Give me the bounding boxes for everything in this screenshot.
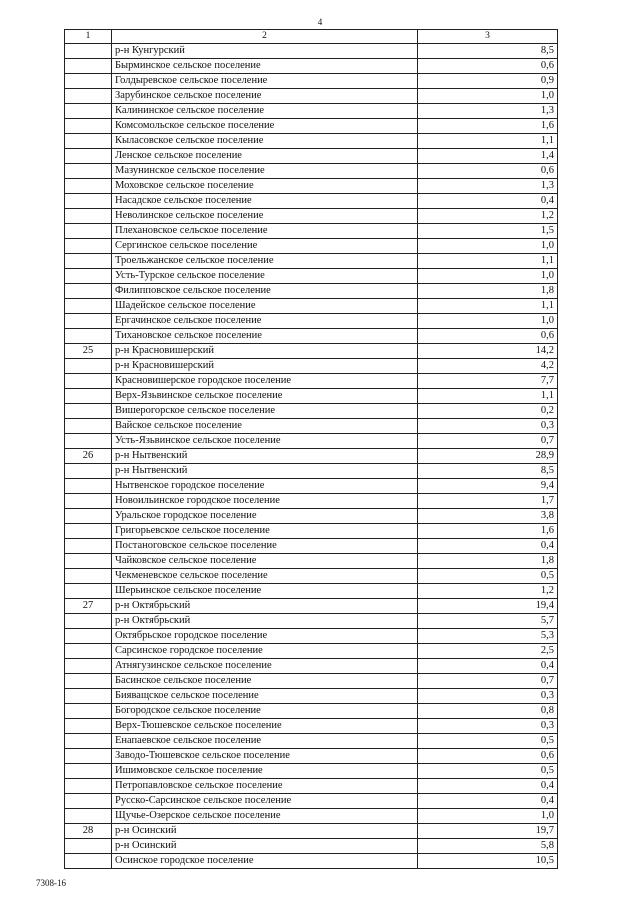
row-value-cell: 1,0: [418, 809, 558, 824]
table-row: [65, 44, 558, 59]
table-row: [65, 389, 558, 404]
row-name-cell: Чайковское сельское поселение: [112, 554, 418, 569]
row-value-cell: 19,4: [418, 599, 558, 614]
row-value-cell: 1,0: [418, 269, 558, 284]
row-value-cell: 1,1: [418, 299, 558, 314]
row-name-cell: р-н Красновишерский: [112, 344, 418, 359]
row-number-cell: [65, 284, 112, 299]
table-row: [65, 194, 558, 209]
row-name-cell: Филипповское сельское поселение: [112, 284, 418, 299]
row-name-cell: Русско-Сарсинское сельское поселение: [112, 794, 418, 809]
row-number-cell: [65, 164, 112, 179]
row-number-cell: [65, 464, 112, 479]
row-name-cell: Вайское сельское поселение: [112, 419, 418, 434]
table-row: [65, 554, 558, 569]
row-number-cell: [65, 404, 112, 419]
row-name-cell: Басинское сельское поселение: [112, 674, 418, 689]
table-row: [65, 59, 558, 74]
table-row: [65, 419, 558, 434]
row-number-cell: [65, 44, 112, 59]
row-value-cell: 0,6: [418, 59, 558, 74]
table-row: [65, 794, 558, 809]
row-value-cell: 7,7: [418, 374, 558, 389]
row-number-cell: [65, 509, 112, 524]
row-value-cell: 8,5: [418, 464, 558, 479]
row-number-cell: [65, 749, 112, 764]
row-value-cell: 1,6: [418, 524, 558, 539]
row-number-cell: [65, 239, 112, 254]
row-name-cell: Ишимовское сельское поселение: [112, 764, 418, 779]
row-value-cell: 19,7: [418, 824, 558, 839]
table-row: [65, 479, 558, 494]
row-value-cell: 0,4: [418, 539, 558, 554]
row-value-cell: 0,4: [418, 779, 558, 794]
table-row: [65, 524, 558, 539]
page-number: 4: [317, 17, 323, 27]
row-number-cell: [65, 719, 112, 734]
row-value-cell: 0,4: [418, 659, 558, 674]
row-value-cell: 1,7: [418, 494, 558, 509]
row-value-cell: 1,3: [418, 179, 558, 194]
table-row: [65, 224, 558, 239]
table-row: [65, 509, 558, 524]
row-number-cell: [65, 809, 112, 824]
row-value-cell: 1,8: [418, 284, 558, 299]
row-number-cell: [65, 104, 112, 119]
row-value-cell: 1,3: [418, 104, 558, 119]
row-name-cell: р-н Осинский: [112, 824, 418, 839]
row-value-cell: 8,5: [418, 44, 558, 59]
row-value-cell: 1,0: [418, 314, 558, 329]
row-name-cell: Чекменевское сельское поселение: [112, 569, 418, 584]
row-name-cell: Красновишерское городское поселение: [112, 374, 418, 389]
row-number-cell: [65, 659, 112, 674]
table-row: [65, 89, 558, 104]
table-row: [65, 614, 558, 629]
row-name-cell: Ергачинское сельское поселение: [112, 314, 418, 329]
row-name-cell: Ленское сельское поселение: [112, 149, 418, 164]
table-row: [65, 209, 558, 224]
row-number-cell: [65, 674, 112, 689]
table-row: [65, 149, 558, 164]
row-name-cell: Сарсинское городское поселение: [112, 644, 418, 659]
row-number-cell: [65, 209, 112, 224]
row-value-cell: 0,3: [418, 689, 558, 704]
row-number-cell: [65, 839, 112, 854]
row-value-cell: 1,1: [418, 134, 558, 149]
table-row: [65, 629, 558, 644]
table-row: [65, 284, 558, 299]
table-row: [65, 179, 558, 194]
table-row: [65, 134, 558, 149]
table-row: [65, 449, 558, 464]
table-row: [65, 824, 558, 839]
row-value-cell: 0,9: [418, 74, 558, 89]
row-name-cell: р-н Нытвенский: [112, 464, 418, 479]
table-header-row: [65, 30, 558, 44]
row-name-cell: Тихановское сельское поселение: [112, 329, 418, 344]
table-row: [65, 644, 558, 659]
row-value-cell: 0,2: [418, 404, 558, 419]
row-number-cell: [65, 59, 112, 74]
row-value-cell: 0,5: [418, 569, 558, 584]
row-name-cell: р-н Октябрьский: [112, 614, 418, 629]
row-number-cell: [65, 524, 112, 539]
table-row: [65, 659, 558, 674]
table-row: [65, 719, 558, 734]
row-name-cell: р-н Нытвенский: [112, 449, 418, 464]
row-value-cell: 0,6: [418, 329, 558, 344]
table-row: [65, 494, 558, 509]
row-number-cell: [65, 119, 112, 134]
row-name-cell: Мазунинское сельское поселение: [112, 164, 418, 179]
row-number-cell: [65, 554, 112, 569]
row-value-cell: 0,6: [418, 164, 558, 179]
row-name-cell: Григорьевское сельское поселение: [112, 524, 418, 539]
table-row: [65, 809, 558, 824]
row-number-cell: [65, 779, 112, 794]
table-row: [65, 239, 558, 254]
row-name-cell: Осинское городское поселение: [112, 854, 418, 869]
row-value-cell: 5,8: [418, 839, 558, 854]
table-row: [65, 269, 558, 284]
row-value-cell: 5,7: [418, 614, 558, 629]
row-value-cell: 1,4: [418, 149, 558, 164]
row-name-cell: Атнягузинское сельское поселение: [112, 659, 418, 674]
row-name-cell: Уральское городское поселение: [112, 509, 418, 524]
row-name-cell: р-н Кунгурский: [112, 44, 418, 59]
row-name-cell: Верх-Тюшевское сельское поселение: [112, 719, 418, 734]
table-row: [65, 344, 558, 359]
row-value-cell: 0,3: [418, 719, 558, 734]
row-value-cell: 1,8: [418, 554, 558, 569]
row-name-cell: Петропавловское сельское поселение: [112, 779, 418, 794]
row-name-cell: Неволинское сельское поселение: [112, 209, 418, 224]
row-value-cell: 5,3: [418, 629, 558, 644]
column-header-1: 1: [65, 30, 112, 44]
row-value-cell: 14,2: [418, 344, 558, 359]
row-number-cell: [65, 389, 112, 404]
row-name-cell: Богородское сельское поселение: [112, 704, 418, 719]
row-name-cell: Комсомольское сельское поселение: [112, 119, 418, 134]
row-value-cell: 4,2: [418, 359, 558, 374]
row-value-cell: 0,4: [418, 194, 558, 209]
row-number-cell: 27: [65, 599, 112, 614]
row-name-cell: Кыласовское сельское поселение: [112, 134, 418, 149]
row-name-cell: Бырминское сельское поселение: [112, 59, 418, 74]
row-name-cell: Шадейское сельское поселение: [112, 299, 418, 314]
row-number-cell: [65, 329, 112, 344]
table-row: [65, 299, 558, 314]
row-number-cell: [65, 74, 112, 89]
allocation-table: [64, 29, 558, 869]
row-number-cell: 26: [65, 449, 112, 464]
row-number-cell: [65, 734, 112, 749]
row-value-cell: 0,7: [418, 674, 558, 689]
row-number-cell: [65, 584, 112, 599]
row-value-cell: 1,0: [418, 89, 558, 104]
row-name-cell: Нытвенское городское поселение: [112, 479, 418, 494]
row-number-cell: 28: [65, 824, 112, 839]
table-row: [65, 734, 558, 749]
row-number-cell: [65, 314, 112, 329]
table-row: [65, 854, 558, 869]
row-name-cell: р-н Красновишерский: [112, 359, 418, 374]
row-name-cell: Октябрьское городское поселение: [112, 629, 418, 644]
row-name-cell: Енапаевское сельское поселение: [112, 734, 418, 749]
row-value-cell: 10,5: [418, 854, 558, 869]
row-name-cell: Вишерогорское сельское поселение: [112, 404, 418, 419]
row-value-cell: 3,8: [418, 509, 558, 524]
row-value-cell: 28,9: [418, 449, 558, 464]
row-number-cell: [65, 494, 112, 509]
row-number-cell: 25: [65, 344, 112, 359]
row-value-cell: 0,6: [418, 749, 558, 764]
row-number-cell: [65, 179, 112, 194]
column-header-2: 2: [112, 30, 418, 44]
row-number-cell: [65, 359, 112, 374]
row-name-cell: р-н Осинский: [112, 839, 418, 854]
row-number-cell: [65, 764, 112, 779]
row-number-cell: [65, 224, 112, 239]
row-number-cell: [65, 689, 112, 704]
table-row: [65, 764, 558, 779]
row-number-cell: [65, 149, 112, 164]
row-name-cell: Сергинское сельское поселение: [112, 239, 418, 254]
row-name-cell: Новоильинское городское поселение: [112, 494, 418, 509]
row-number-cell: [65, 194, 112, 209]
table-row: [65, 404, 558, 419]
row-name-cell: Усть-Турское сельское поселение: [112, 269, 418, 284]
document-code: 7308-16: [36, 878, 66, 888]
row-number-cell: [65, 89, 112, 104]
table-row: [65, 119, 558, 134]
row-name-cell: Зарубинское сельское поселение: [112, 89, 418, 104]
table-row: [65, 314, 558, 329]
row-number-cell: [65, 419, 112, 434]
row-value-cell: 1,2: [418, 584, 558, 599]
table-row: [65, 329, 558, 344]
row-value-cell: 2,5: [418, 644, 558, 659]
row-value-cell: 1,2: [418, 209, 558, 224]
row-name-cell: Щучье-Озерское сельское поселение: [112, 809, 418, 824]
row-name-cell: Усть-Язьвинское сельское поселение: [112, 434, 418, 449]
row-value-cell: 9,4: [418, 479, 558, 494]
table-row: [65, 689, 558, 704]
row-value-cell: 0,7: [418, 434, 558, 449]
table-row: [65, 374, 558, 389]
row-number-cell: [65, 299, 112, 314]
row-number-cell: [65, 539, 112, 554]
row-value-cell: 1,6: [418, 119, 558, 134]
row-name-cell: Троельжанское сельское поселение: [112, 254, 418, 269]
row-number-cell: [65, 134, 112, 149]
row-value-cell: 1,1: [418, 389, 558, 404]
row-number-cell: [65, 854, 112, 869]
row-value-cell: 0,3: [418, 419, 558, 434]
row-number-cell: [65, 704, 112, 719]
table-row: [65, 359, 558, 374]
table-row: [65, 569, 558, 584]
row-name-cell: Заводо-Тюшевское сельское поселение: [112, 749, 418, 764]
row-value-cell: 0,5: [418, 734, 558, 749]
row-value-cell: 1,0: [418, 239, 558, 254]
table-row: [65, 464, 558, 479]
row-number-cell: [65, 614, 112, 629]
row-number-cell: [65, 644, 112, 659]
row-name-cell: Голдыревское сельское поселение: [112, 74, 418, 89]
row-name-cell: Верх-Язьвинское сельское поселение: [112, 389, 418, 404]
table-row: [65, 674, 558, 689]
table-row: [65, 704, 558, 719]
table-row: [65, 749, 558, 764]
row-number-cell: [65, 254, 112, 269]
table-row: [65, 584, 558, 599]
row-number-cell: [65, 479, 112, 494]
table-row: [65, 164, 558, 179]
table-row: [65, 779, 558, 794]
row-number-cell: [65, 374, 112, 389]
row-name-cell: р-н Октябрьский: [112, 599, 418, 614]
row-value-cell: 0,4: [418, 794, 558, 809]
table-row: [65, 254, 558, 269]
row-value-cell: 1,5: [418, 224, 558, 239]
row-number-cell: [65, 629, 112, 644]
row-value-cell: 1,1: [418, 254, 558, 269]
row-name-cell: Калининское сельское поселение: [112, 104, 418, 119]
row-number-cell: [65, 569, 112, 584]
row-number-cell: [65, 269, 112, 284]
table-row: [65, 74, 558, 89]
row-number-cell: [65, 434, 112, 449]
row-name-cell: Плехановское сельское поселение: [112, 224, 418, 239]
table-row: [65, 599, 558, 614]
row-name-cell: Шерьинское сельское поселение: [112, 584, 418, 599]
row-name-cell: Насадское сельское поселение: [112, 194, 418, 209]
row-name-cell: Постаноговское сельское поселение: [112, 539, 418, 554]
column-header-3: 3: [418, 30, 558, 44]
table-row: [65, 434, 558, 449]
table-row: [65, 839, 558, 854]
table-row: [65, 104, 558, 119]
table-row: [65, 539, 558, 554]
row-number-cell: [65, 794, 112, 809]
row-value-cell: 0,5: [418, 764, 558, 779]
row-value-cell: 0,8: [418, 704, 558, 719]
row-name-cell: Бияващское сельское поселение: [112, 689, 418, 704]
row-name-cell: Моховское сельское поселение: [112, 179, 418, 194]
